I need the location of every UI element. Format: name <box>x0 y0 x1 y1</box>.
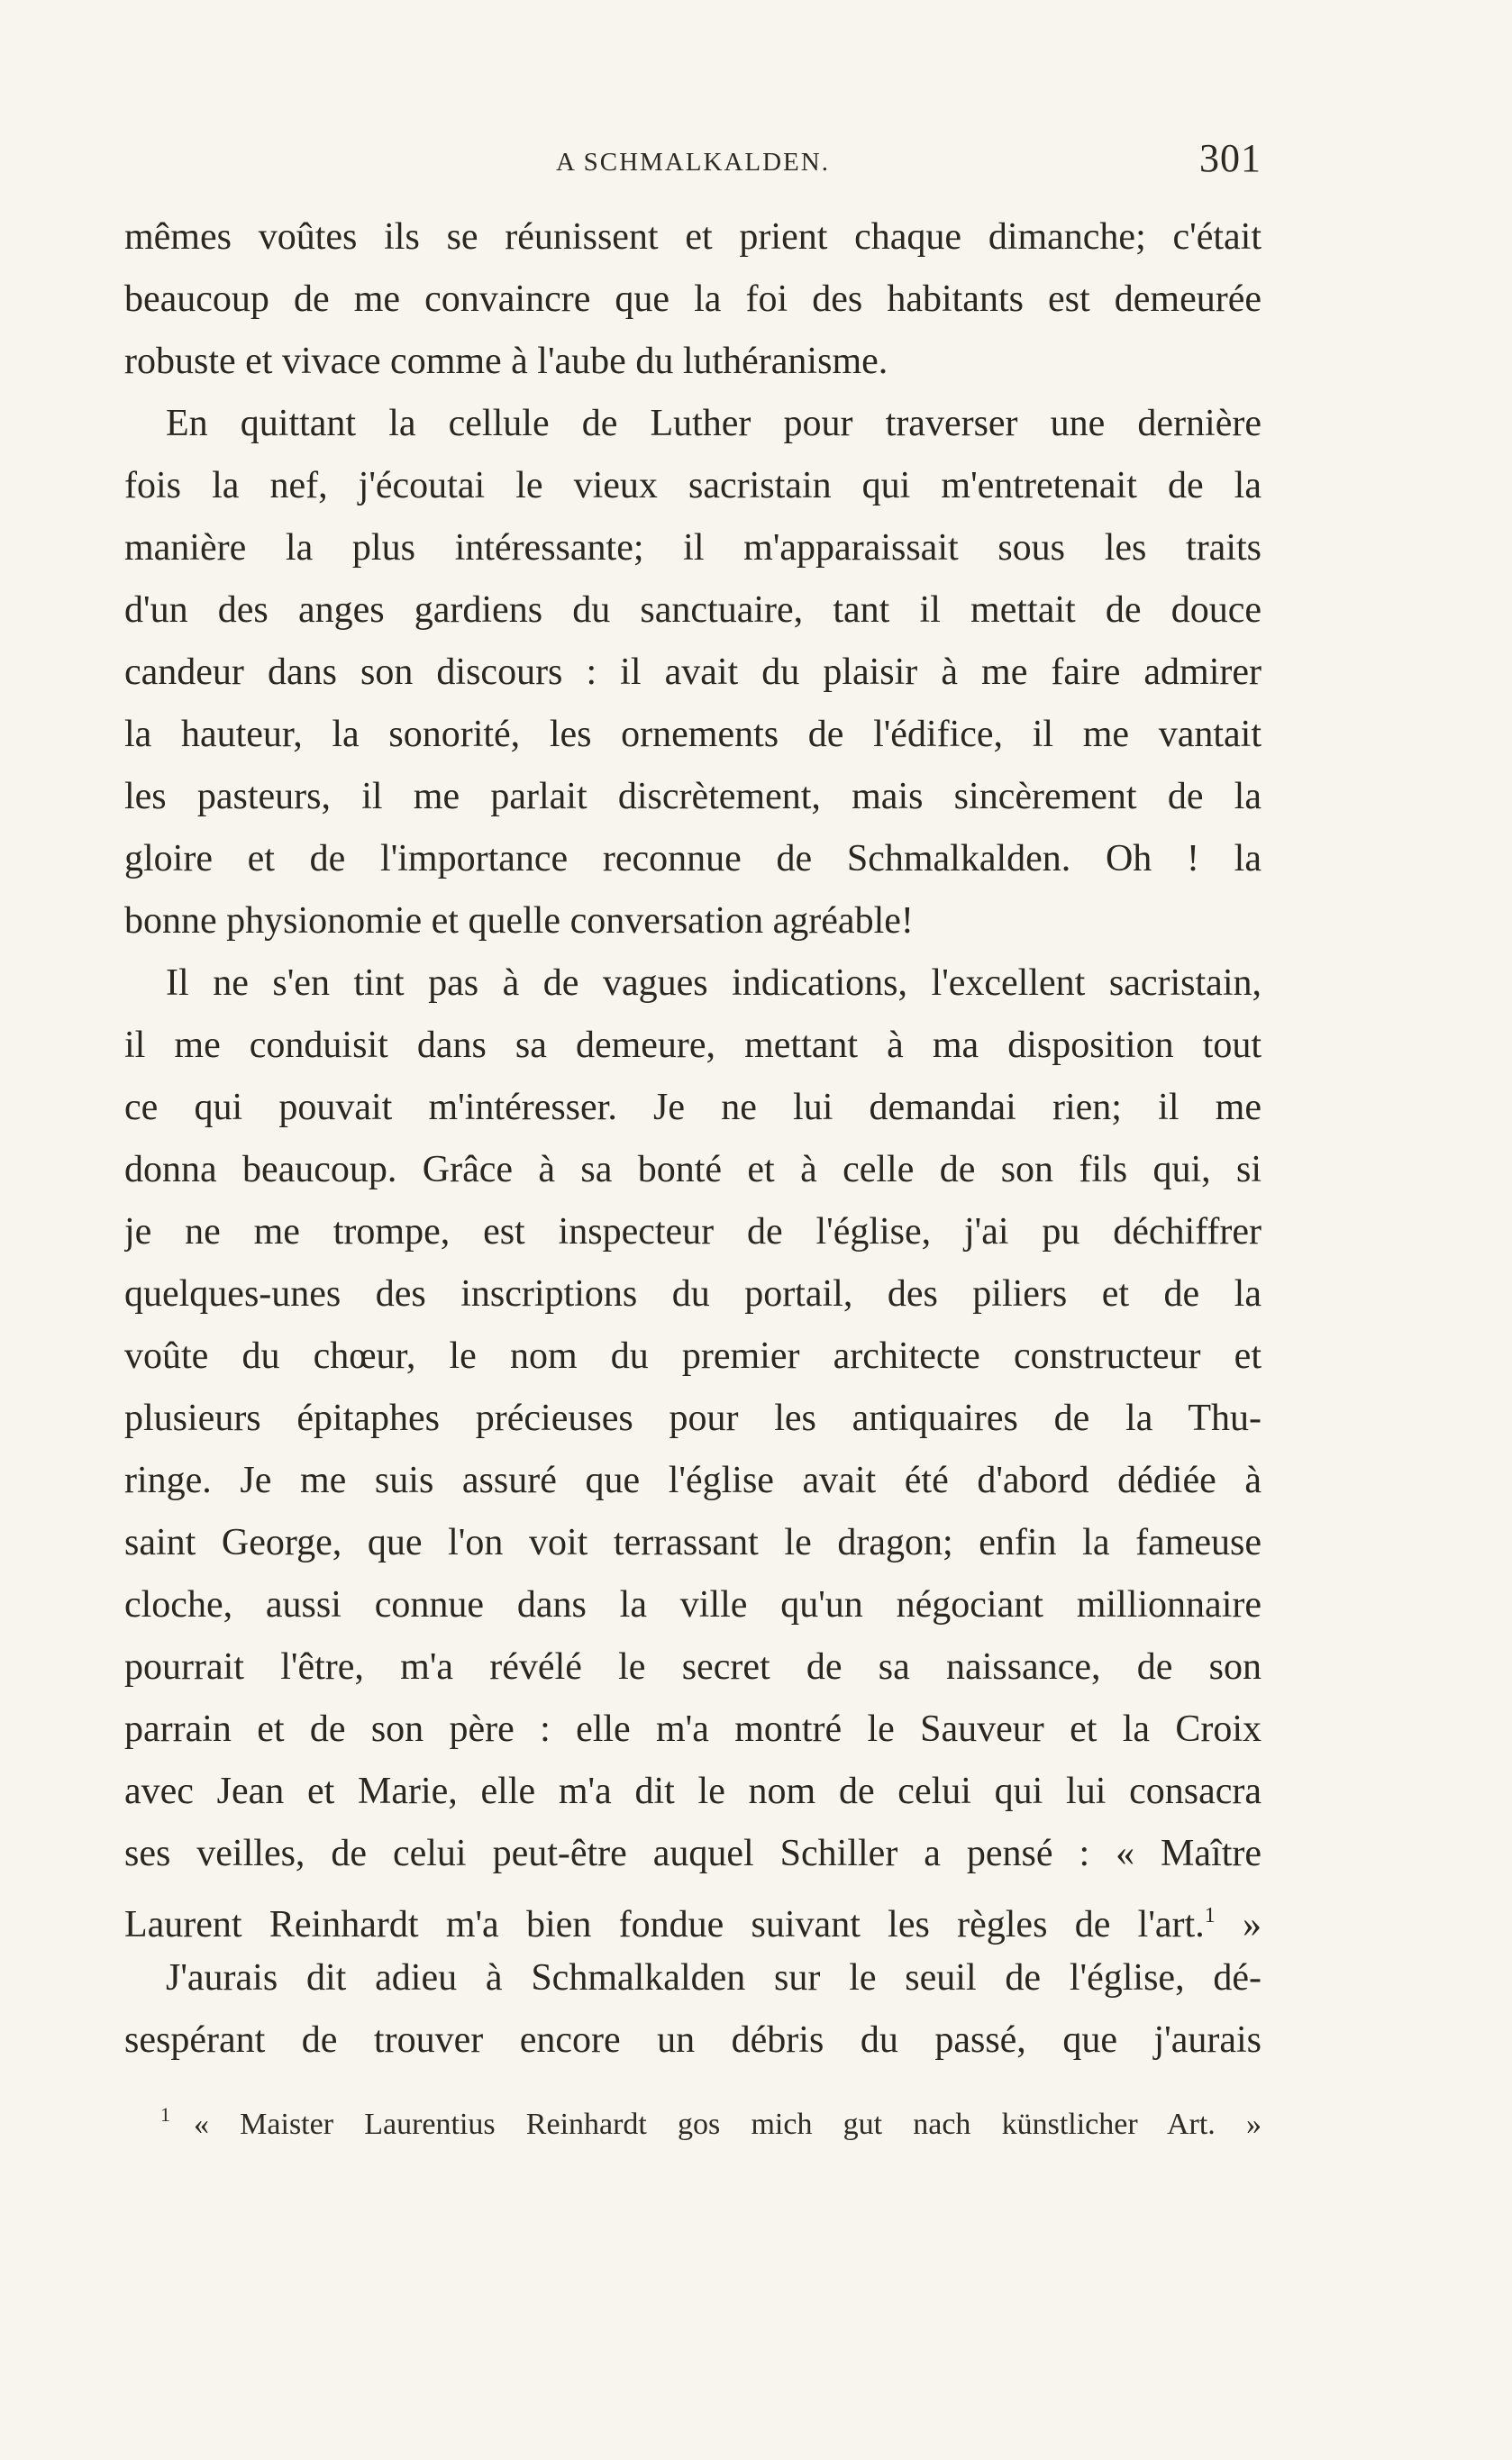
paragraph-start-line: J'aurais dit adieu à Schmalkalden sur le seuil de l'église, dé- <box>166 1957 1262 1999</box>
footnote-marker: 1 <box>160 2103 170 2126</box>
paragraph-start-line: Il ne s'en tint pas à de vagues indications, l'excellent sacristain, <box>166 962 1262 1004</box>
text-line: donna beaucoup. Grâce à sa bonté et à celle de son fils qui, si <box>124 1149 1262 1190</box>
running-title: A SCHMALKALDEN. <box>556 148 830 177</box>
text-line: quelques-unes des inscriptions du portail, des piliers et de la <box>124 1273 1262 1315</box>
line-text: Laurent Reinhardt m'a bien fondue suivant les règles de l'art. <box>124 1904 1205 1945</box>
text-line: la hauteur, la sonorité, les ornements de l'édifice, il me vantait <box>124 714 1262 755</box>
text-line: d'un des anges gardiens du sanctuaire, tant il mettait de douce <box>124 589 1262 631</box>
text-line: plusieurs épitaphes précieuses pour les antiquaires de la Thu- <box>124 1398 1262 1439</box>
page-number: 301 <box>1199 136 1262 180</box>
footnote-text: « Maister Laurentius Reinhardt gos mich gut nach künstlicher Art. » <box>194 2108 1262 2141</box>
text-line: robuste et vivace comme à l'aube du luthéranisme. <box>124 341 888 382</box>
text-line: candeur dans son discours : il avait du plaisir à me faire admirer <box>124 651 1262 693</box>
text-line: mêmes voûtes ils se réunissent et prient chaque dimanche; c'était <box>124 216 1262 258</box>
text-line: je ne me trompe, est inspecteur de l'église, j'ai pu déchiffrer <box>124 1211 1262 1253</box>
text-line: parrain et de son père : elle m'a montré le Sauveur et la Croix <box>124 1708 1262 1750</box>
footnote-reference: 1 <box>1204 1904 1216 1927</box>
text-line: cloche, aussi connue dans la ville qu'un négociant millionnaire <box>124 1584 1262 1626</box>
text-line: ringe. Je me suis assuré que l'église avait été d'abord dédiée à <box>124 1460 1262 1501</box>
text-line: il me conduisit dans sa demeure, mettant à ma disposition tout <box>124 1025 1262 1066</box>
text-line: ses veilles, de celui peut-être auquel Schiller a pensé : « Maître <box>124 1833 1262 1874</box>
text-line-with-footnote-ref <box>124 1885 1262 1947</box>
text-line: sespérant de trouver encore un débris du passé, que j'aurais <box>124 2019 1262 2061</box>
text-line: pourrait l'être, m'a révélé le secret de sa naissance, de son <box>124 1646 1262 1688</box>
text-line: voûte du chœur, le nom du premier architecte constructeur et <box>124 1335 1262 1377</box>
body-text <box>124 206 1262 2072</box>
text-line: saint George, que l'on voit terrassant le dragon; enfin la fameuse <box>124 1522 1262 1563</box>
text-line: gloire et de l'importance reconnue de Schmalkalden. Oh ! la <box>124 838 1262 879</box>
text-line: bonne physionomie et quelle conversation agréable! <box>124 900 914 942</box>
running-header <box>124 135 1262 189</box>
text-line: manière la plus intéressante; il m'apparaissait sous les traits <box>124 527 1262 569</box>
footnote <box>160 2092 1262 2141</box>
text-line: les pasteurs, il me parlait discrètement, mais sincèrement de la <box>124 776 1262 817</box>
text-line: fois la nef, j'écoutai le vieux sacristain qui m'entretenait de la <box>124 465 1262 506</box>
text-line: beaucoup de me convaincre que la foi des habitants est demeurée <box>124 278 1262 320</box>
text-line: ce qui pouvait m'intéresser. Je ne lui demandai rien; il me <box>124 1087 1262 1128</box>
closing-quote: » <box>1243 1904 1262 1945</box>
paragraph-start-line: En quittant la cellule de Luther pour traverser une dernière <box>166 403 1262 444</box>
text-line: avec Jean et Marie, elle m'a dit le nom de celui qui lui consacra <box>124 1771 1262 1812</box>
